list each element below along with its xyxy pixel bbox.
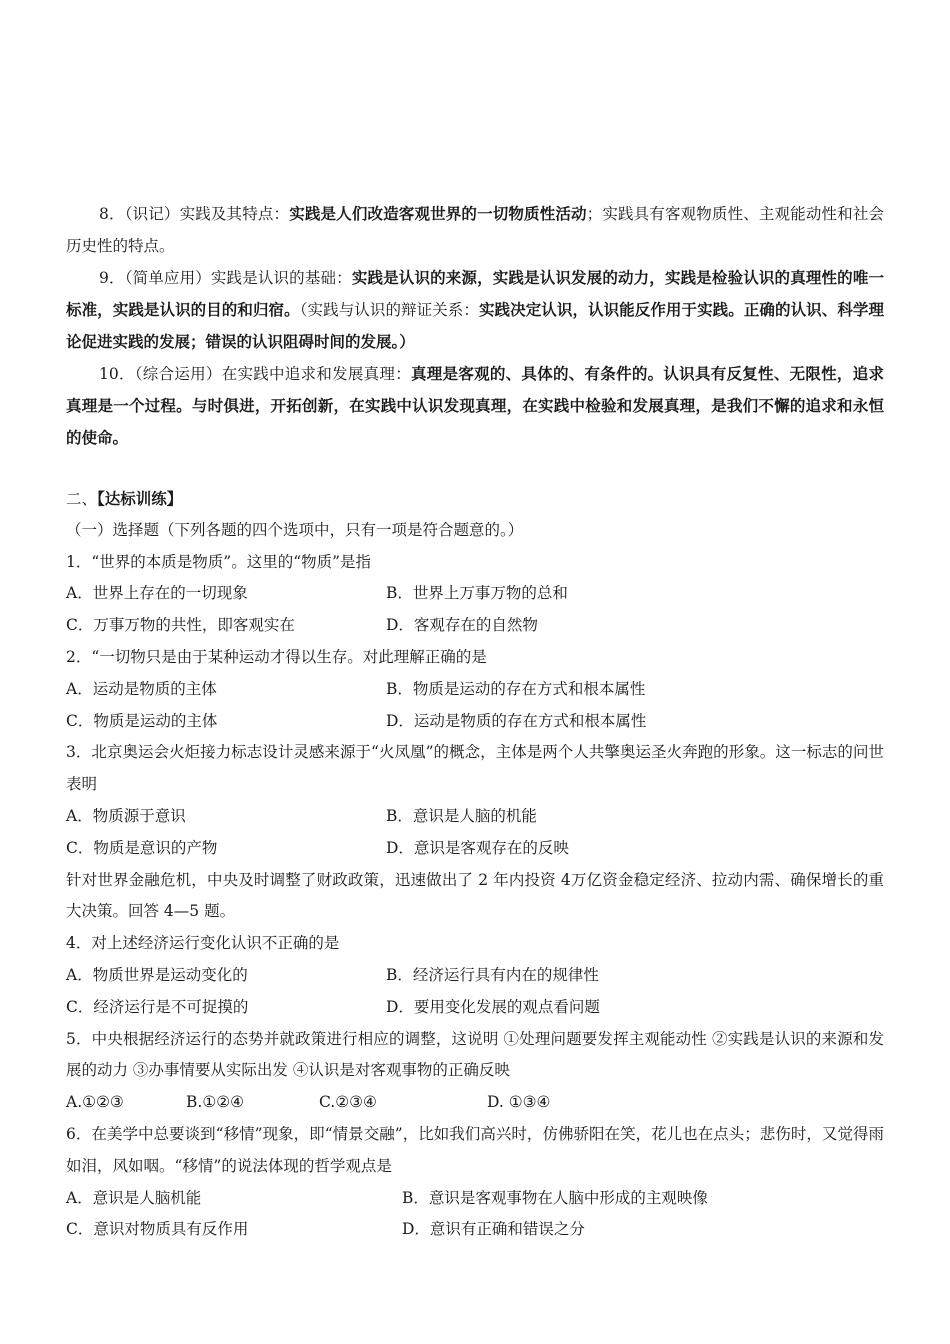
knowledge-point-8 — [66, 198, 884, 262]
option-d: D．意识有正确和错误之分 — [402, 1220, 585, 1239]
option-b: B．物质是运动的存在方式和根本属性 — [386, 679, 646, 698]
option-a: A．物质世界是运动变化的 — [66, 965, 248, 984]
section-title: 【达标训练】 — [97, 489, 183, 508]
question-6-stem: 6．在美学中总要谈到“移情”现象，即“情景交融”，比如我们高兴时，仿佛骄阳在笑，花儿也在点头；悲伤时，又觉得雨如泪，风如咽。“移情”的说法体现的哲学观点是 — [66, 1124, 884, 1175]
question-2-options-row1 — [66, 674, 884, 706]
point-number: 9． — [99, 269, 125, 287]
option-a: A．意识是人脑机能 — [66, 1188, 202, 1207]
point-key-text-2: 实践决定认识，认识能反作用于实践。正确的认识、科学理论促进实践的发展；错误的认识阻碍时间的发展。） — [66, 300, 884, 351]
point-key-text: 实践是认识的来源，实践是认识发展的动力，实践是检验认识的真理性的唯一标准，实践是认识的目的和归宿。 — [66, 268, 884, 319]
option-b: B．世界上万事万物的总和 — [386, 584, 568, 603]
question-4-options-row2 — [66, 992, 884, 1024]
option-b: B．意识是客观事物在人脑中形成的主观映像 — [402, 1188, 708, 1207]
point-topic: 实践是认识的基础： — [210, 269, 352, 287]
section-heading — [66, 483, 884, 515]
option-a: A．物质源于意识 — [66, 806, 186, 825]
question-2-options-row2 — [66, 706, 884, 738]
knowledge-point-9 — [66, 262, 884, 358]
option-c: C.②③④ — [319, 1093, 377, 1112]
option-c: C．意识对物质具有反作用 — [66, 1220, 249, 1239]
point-topic: 实践及其特点： — [179, 205, 290, 223]
point-text: （实践与认识的辩证关系： — [299, 301, 479, 319]
option-d: D. ①③④ — [487, 1093, 551, 1112]
point-topic: 在实践中追求和发展真理： — [221, 365, 411, 383]
option-c: C．物质是意识的产物 — [66, 838, 218, 857]
question-6-options-row1 — [66, 1183, 884, 1215]
option-c: C．物质是运动的主体 — [66, 711, 218, 730]
point-level: （简单应用） — [124, 269, 211, 287]
point-number: 8． — [99, 205, 125, 223]
subsection-heading: （一）选择题（下列各题的四个选项中，只有一项是符合题意的。） — [66, 520, 524, 539]
question-3-stem: 3．北京奥运会火炬接力标志设计灵感来源于“火凤凰”的概念，主体是两个人共擎奥运圣火奔跑的形象。这一标志的问世表明 — [66, 743, 884, 794]
option-a: A．运动是物质的主体 — [66, 679, 217, 698]
knowledge-point-10 — [66, 358, 884, 454]
option-a: A.①②③ — [66, 1093, 124, 1112]
question-3-options-row1 — [66, 801, 884, 833]
point-level: （综合运用） — [134, 365, 222, 383]
option-d: D．要用变化发展的观点看问题 — [386, 997, 600, 1016]
question-6-options-row2 — [66, 1214, 884, 1246]
option-a: A．世界上存在的一切现象 — [66, 584, 248, 603]
option-d: D．运动是物质的存在方式和根本属性 — [386, 711, 647, 730]
point-key-text: 真理是客观的、具体的、有条件的。认识具有反复性、无限性，追求真理是一个过程。与时俱进，开拓创新，在实践中认识发现真理，在实践中检验和发展真理，是我们不懈的追求和永恒的使命。 — [66, 364, 884, 447]
section-prefix: 二、 — [66, 490, 98, 508]
document-page — [66, 198, 884, 1246]
point-level: （识记） — [124, 205, 180, 223]
point-number: 10． — [99, 365, 135, 383]
question-1-options-row2 — [66, 610, 884, 642]
question-3-options-row2 — [66, 833, 884, 865]
option-c: C．经济运行是不可捉摸的 — [66, 997, 249, 1016]
option-c: C．万事万物的共性，即客观实在 — [66, 616, 295, 635]
point-text: ；实践具有客观物质性、主观能动性和社会历史性的特点。 — [66, 205, 884, 255]
question-2-stem: 2．“一切物只是由于某种运动才得以生存。对此理解正确的是 — [66, 647, 487, 666]
reading-material: 针对世界金融危机，中央及时调整了财政政策，迅速做出了 2 年内投资 4万亿资金稳定经济、拉动内需、确保增长的重大决策。回答 4—5 题。 — [66, 870, 884, 921]
question-1-stem: 1．“世界的本质是物质”。这里的“物质”是指 — [66, 552, 372, 571]
question-4-options-row1 — [66, 960, 884, 992]
option-b: B.①②④ — [186, 1093, 245, 1112]
question-4-stem: 4．对上述经济运行变化认识不正确的是 — [66, 934, 340, 953]
option-d: D．意识是客观存在的反映 — [386, 838, 569, 857]
question-5-stem: 5．中央根据经济运行的态势并就政策进行相应的调整，这说明 ①处理问题要发挥主观能动性 ②实践是认识的来源和发展的动力 ③办事情要从实际出发 ④认识是对客观事物的正确反映 — [66, 1029, 884, 1080]
option-d: D．客观存在的自然物 — [386, 616, 538, 635]
point-key-text: 实践是人们改造客观世界的一切物质性活动 — [289, 204, 587, 223]
option-b: B．经济运行具有内在的规律性 — [386, 965, 599, 984]
question-1-options-row1 — [66, 578, 884, 610]
option-b: B．意识是人脑的机能 — [386, 806, 537, 825]
question-5-options — [66, 1087, 884, 1119]
